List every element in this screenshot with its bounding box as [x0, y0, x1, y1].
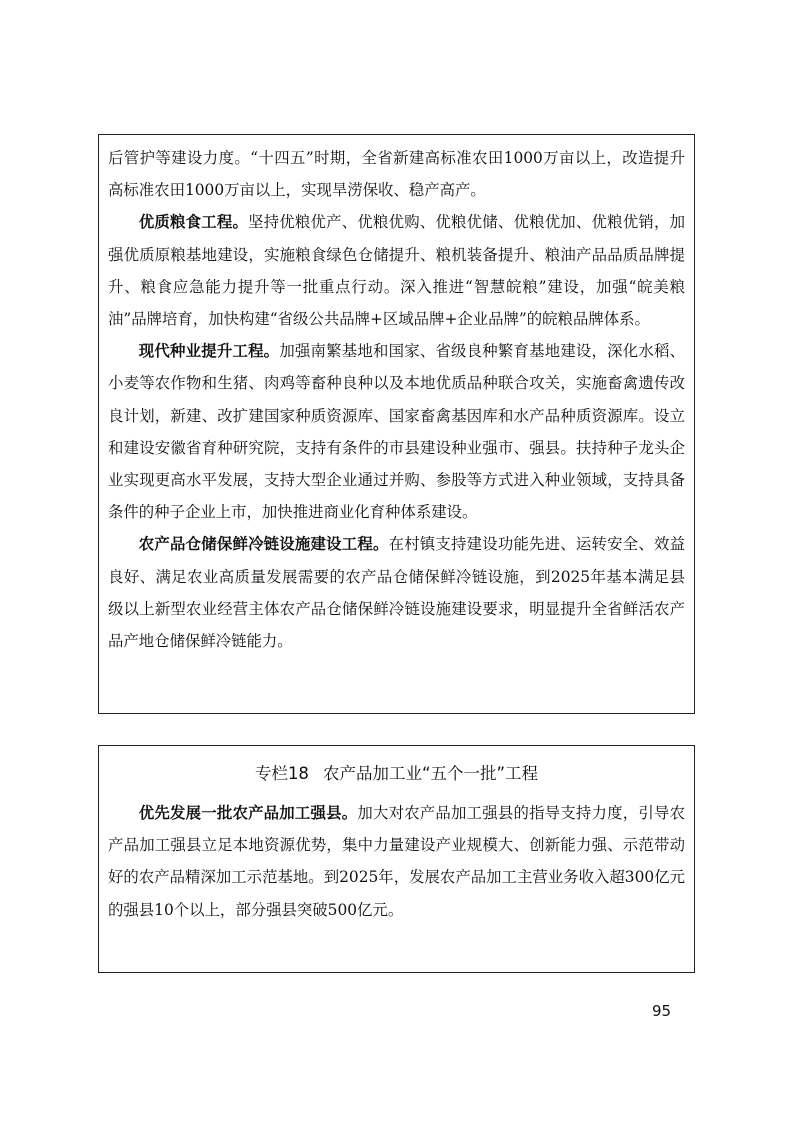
page-number: 95	[652, 1002, 672, 1020]
section-body: 加强南繁基地和国家、省级良种繁育基地建设，深化水稻、小麦等农作物和生猪、肉鸡等畜种良种以及本地优质品种联合攻关，实施畜禽遗传改良计划，新建、改扩建国家种质资源库、国家畜禽基因库和水产品种质资源库。设立和建设安徽省育种研究院，支持有条件的市县建设种业强市、强县。扶持种子龙头企业实现更高水平发展，支持大型企业通过并购、参股等方式进入种业领域，支持具备条件的种子企业上市，加快推进商业化育种体系建设。	[108, 342, 685, 522]
box-title-text: 农产品加工业“五个一批”工程	[322, 764, 539, 783]
project-box-18	[98, 745, 695, 973]
continuation-paragraph: 后管护等建设力度。“十四五”时期，全省新建高标准农田1000万亩以上，改造提升高标准农田1000万亩以上，实现旱涝保收、稳产高产。	[108, 149, 685, 200]
column-label: 专栏18	[254, 764, 309, 783]
section-paragraph-grain	[108, 206, 685, 335]
section-paragraph-seed	[108, 335, 685, 528]
section-heading: 农产品仓储保鲜冷链设施建设工程。	[138, 535, 389, 554]
section-heading: 现代种业提升工程。	[138, 342, 280, 361]
box-title	[108, 763, 685, 785]
section-paragraph-coldchain	[108, 528, 685, 657]
section-paragraph-processing	[108, 797, 685, 926]
section-body: 在村镇支持建设功能先进、运转安全、效益良好、满足农业高质量发展需要的农产品仓储保鲜冷链设施，到2025年基本满足县级以上新型农业经营主体农产品仓储保鲜冷链设施建设要求，明显提升全省鲜活农产品产地仓储保鲜冷链能力。	[108, 535, 685, 651]
section-body: 坚持优粮优产、优粮优购、优粮优储、优粮优加、优粮优销，加强优质原粮基地建设，实施粮食绿色仓储提升、粮机装备提升、粮油产品品质品牌提升、粮食应急能力提升等一批重点行动。深入推进“智慧皖粮”建设，加强“皖美粮油”品牌培育，加快构建“省级公共品牌+区域品牌+企业品牌”的皖粮品牌体系。	[108, 213, 685, 329]
project-box-continued	[98, 134, 695, 714]
section-body: 加大对农产品加工强县的指导支持力度，引导农产品加工强县立足本地资源优势，集中力量建设产业规模大、创新能力强、示范带动好的农产品精深加工示范基地。到2025年，发展农产品加工主营业务收入超300亿元的强县10个以上，部分强县突破500亿元。	[108, 804, 685, 919]
section-heading: 优质粮食工程。	[138, 213, 249, 232]
section-heading: 优先发展一批农产品加工强县。	[138, 804, 358, 822]
